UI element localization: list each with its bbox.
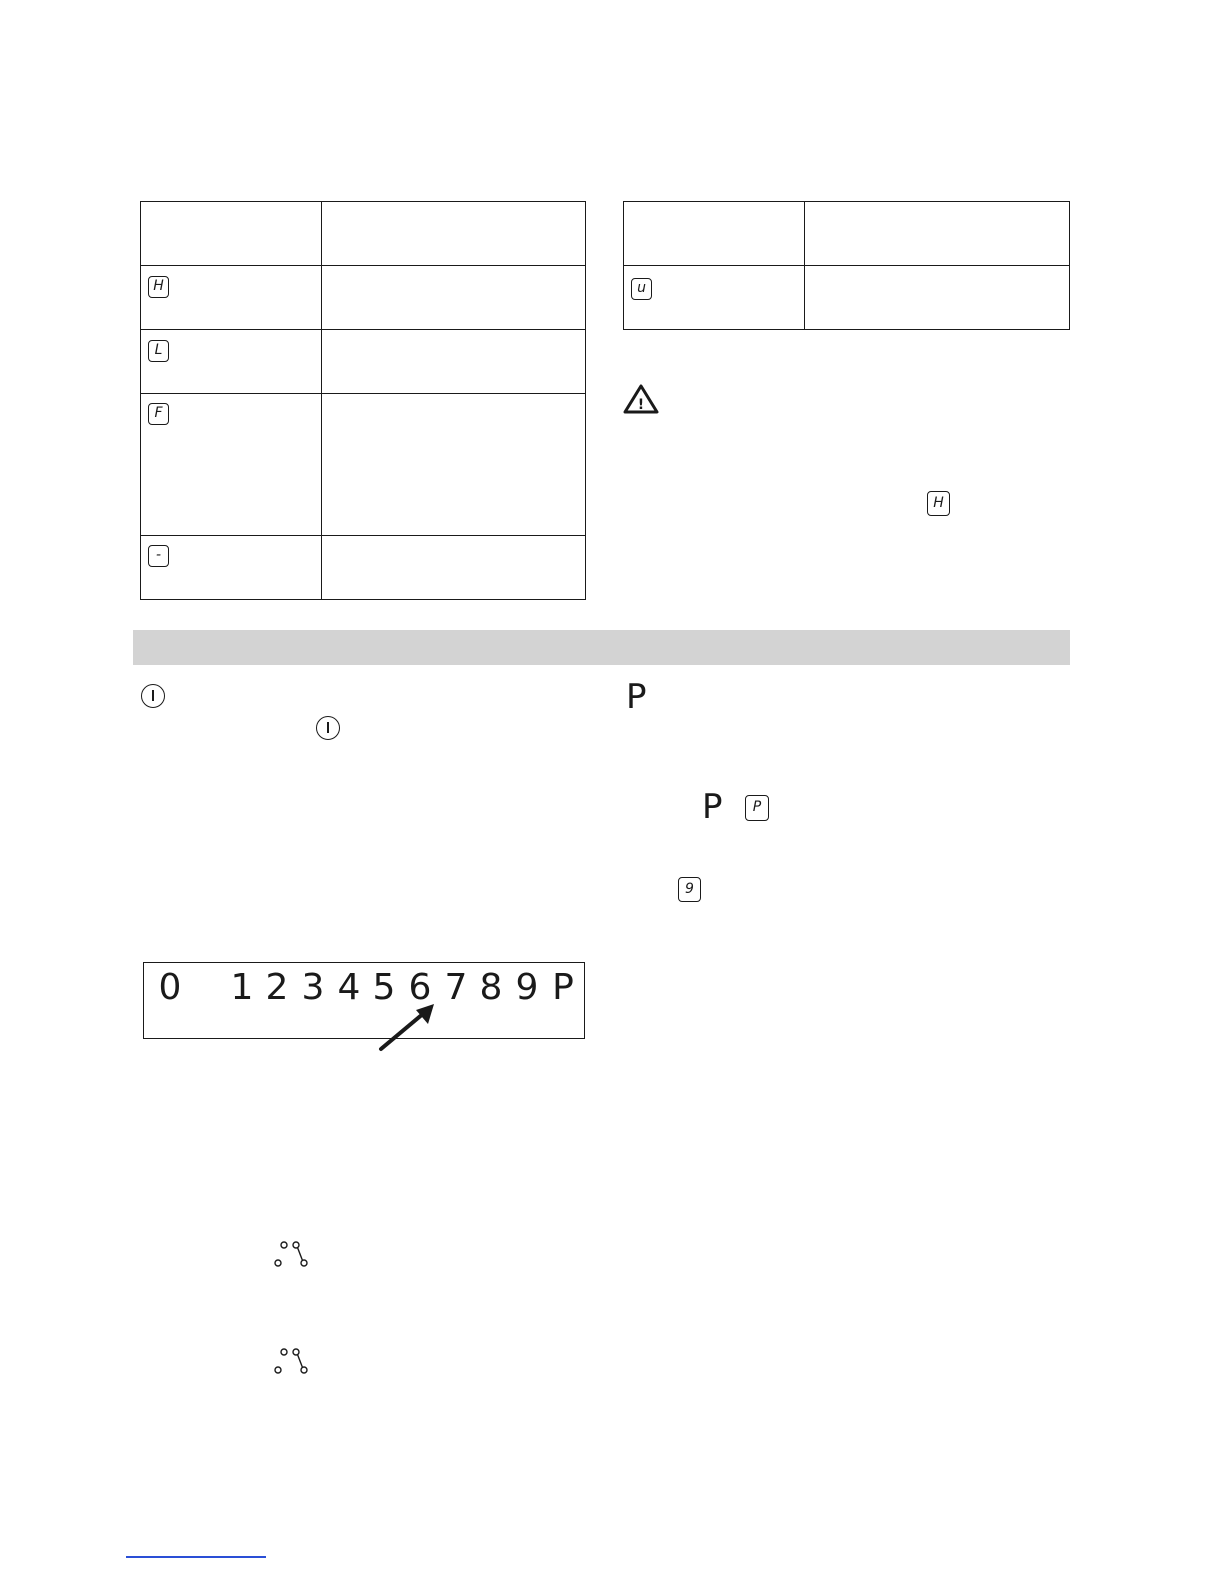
scale-digit-0: 0: [158, 967, 182, 1008]
table-row: [624, 266, 805, 330]
warning-triangle-icon: [623, 383, 659, 415]
h-display-icon-inline: H: [927, 491, 950, 516]
h-display-icon: H: [148, 276, 169, 298]
table-header-cell: [322, 202, 586, 266]
scale-digit-9: 9: [515, 967, 539, 1008]
table-row: [141, 536, 322, 600]
warning-exclamation: !: [637, 397, 645, 413]
power-on-off-icon: [141, 684, 165, 708]
footer-link[interactable]: [126, 1556, 266, 1558]
table-row: [141, 330, 322, 394]
u-display-icon: u: [631, 278, 652, 300]
table-cell: [805, 266, 1070, 330]
program-p-label: P: [626, 677, 647, 717]
power-on-off-icon-inline: [316, 716, 340, 740]
scale-digit-8: 8: [479, 967, 503, 1008]
l-display-icon: L: [148, 340, 169, 362]
table-cell: [322, 394, 586, 536]
table-cell: [322, 266, 586, 330]
scale-digit-1: 1: [230, 967, 254, 1008]
table-cell: [322, 330, 586, 394]
scale-digit-7: 7: [444, 967, 468, 1008]
table-cell: [322, 536, 586, 600]
arrow-pointer-icon: [376, 1000, 440, 1054]
table-header-cell: [805, 202, 1070, 266]
scale-digit-5: 5: [372, 967, 396, 1008]
table-row: [141, 394, 322, 536]
p-display-icon: P: [745, 795, 769, 821]
dash-display-icon: -: [148, 545, 169, 567]
scale-digit-3: 3: [301, 967, 325, 1008]
scale-digit-4: 4: [337, 967, 361, 1008]
section-heading-bar: [133, 630, 1070, 665]
table-row: [141, 266, 322, 330]
table-header-cell: [141, 202, 322, 266]
symbol-table-right: [623, 201, 1070, 330]
table-header-cell: [624, 202, 805, 266]
scale-digit-6: 6: [408, 967, 432, 1008]
program-p-label-inline: P: [702, 787, 723, 827]
symbol-table-left: [140, 201, 586, 600]
cooking-zone-dots-icon: [271, 1345, 313, 1377]
scale-digit-p: P: [552, 967, 574, 1008]
scale-digit-2: 2: [265, 967, 289, 1008]
nine-display-icon: 9: [678, 877, 701, 902]
f-display-icon: F: [148, 403, 169, 425]
cooking-zone-dots-icon: [271, 1238, 313, 1270]
